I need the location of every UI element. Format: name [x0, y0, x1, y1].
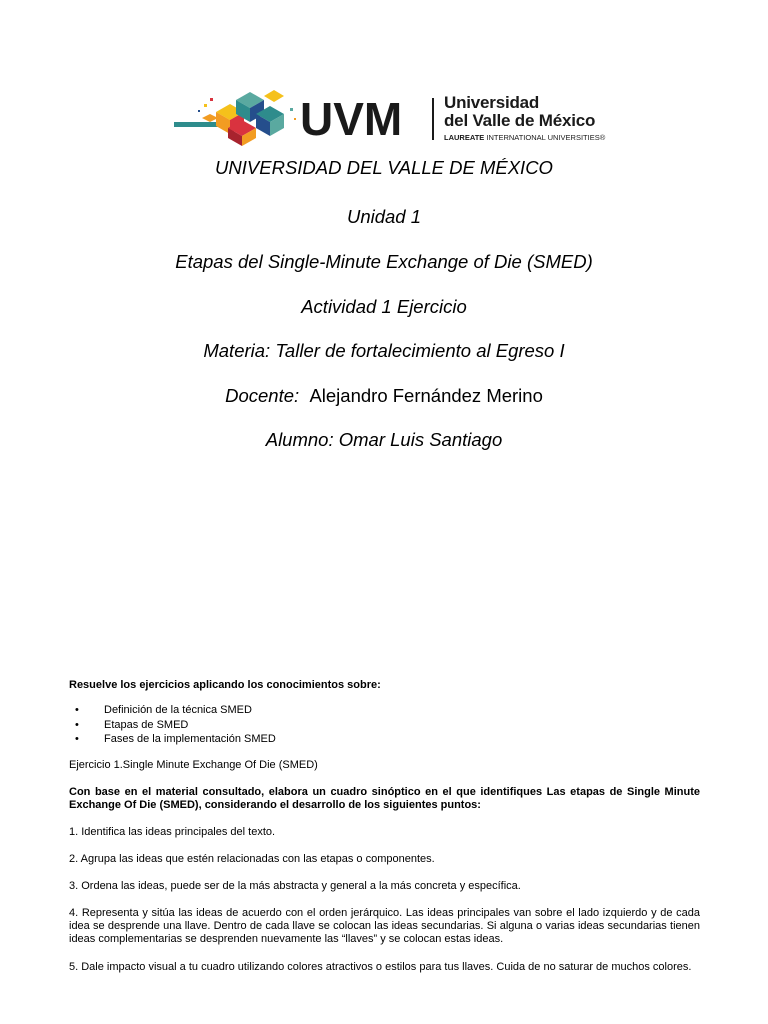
task-paragraph: Con base en el material consultado, elabora un cuadro sinóptico en el que identifiques Las etapas de Single Minute Exchange Of Die (SMED), considerando el desarrollo de los siguientes puntos:	[69, 786, 700, 811]
instructions-intro: Resuelve los ejercicios aplicando los conocimientos sobre:	[69, 679, 381, 691]
logo-tagline	[444, 132, 605, 144]
logo-divider	[432, 98, 434, 140]
list-item: • Etapas de SMED	[69, 718, 276, 733]
list-item: • Fases de la implementación SMED	[69, 732, 276, 747]
topics-list	[69, 703, 276, 747]
student-title: Alumno: Omar Luis Santiago	[265, 429, 503, 450]
list-item: • Definición de la técnica SMED	[69, 703, 276, 718]
unit-title: Unidad 1	[346, 206, 422, 227]
teacher-line	[0, 385, 768, 407]
logo-name-line1: Universidad	[444, 93, 540, 112]
logo-name-line2: del Valle de México	[444, 111, 596, 130]
logo-tagline-rest: INTERNATIONAL UNIVERSITIES®	[484, 133, 606, 142]
logo-tagline-bold: LAUREATE	[444, 133, 485, 142]
university-title: UNIVERSIDAD DEL VALLE DE MÉXICO	[215, 157, 553, 178]
activity-title: Actividad 1 Ejercicio	[301, 296, 467, 317]
teacher-label: Docente:	[225, 385, 300, 406]
uvm-wordmark: UVM	[300, 93, 403, 145]
logo-university-name	[444, 94, 605, 144]
step-3: 3. Ordena las ideas, puede ser de la más abstracta y general a la más concreta y específica.	[69, 880, 521, 892]
exercise-title: Ejercicio 1.Single Minute Exchange Of Die (SMED)	[69, 759, 318, 771]
step-5: 5. Dale impacto visual a tu cuadro utilizando colores atractivos o estilos para tus llaves. Cuida de no saturar de muchos colores.	[69, 961, 692, 973]
step-2: 2. Agrupa las ideas que estén relacionadas con las etapas o componentes.	[69, 853, 435, 865]
step-4: 4. Representa y sitúa las ideas de acuerdo con el orden jerárquico. Las ideas principales van sobre el lado izquierdo y de cada idea se desprende una llave. Dentro de cada llave se colocan las ideas secundarias. Si alguna o varias ideas secundarias tienen ideas complementarias se desprenden nuevamente las “llaves” y se colocan estas ideas.	[69, 907, 700, 945]
step-1: 1. Identifica las ideas principales del texto.	[69, 826, 276, 838]
uvm-cube-mark-icon	[172, 88, 302, 152]
topic-title: Etapas del Single-Minute Exchange of Die (SMED)	[175, 251, 593, 272]
subject-title: Materia: Taller de fortalecimiento al Egreso I	[203, 340, 565, 361]
uvm-logo	[172, 88, 606, 152]
teacher-name: Alejandro Fernández Merino	[309, 385, 543, 406]
